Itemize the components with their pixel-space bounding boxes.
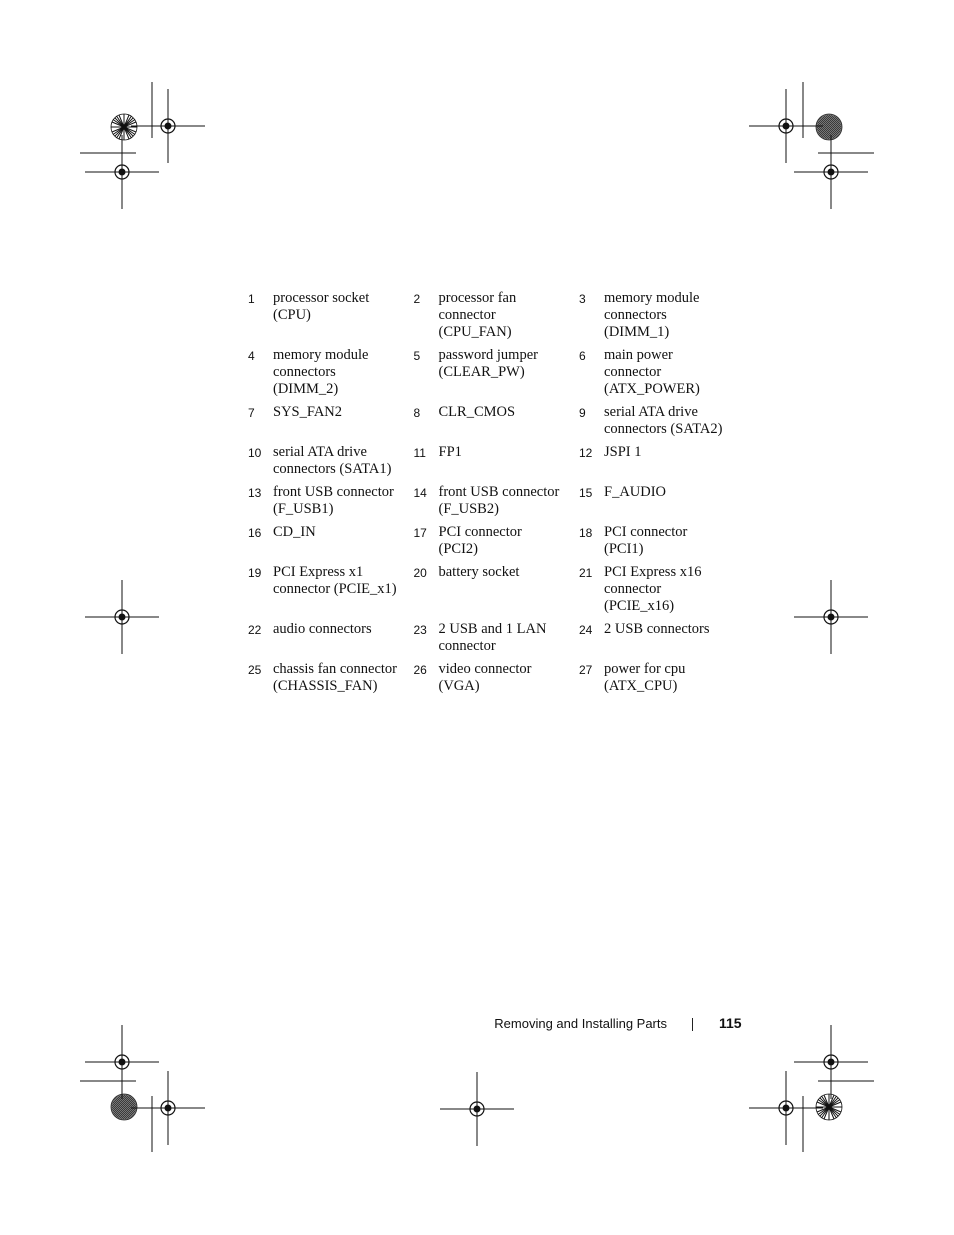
legend-item <box>414 661 580 695</box>
legend-item-label: PCI connector (PCI2) <box>438 524 522 557</box>
legend-item-number: 7 <box>248 406 255 420</box>
legend-item-number: 17 <box>413 526 427 540</box>
legend-row <box>248 564 748 615</box>
component-legend <box>248 290 748 701</box>
legend-row <box>248 290 748 341</box>
legend-item <box>414 347 580 398</box>
legend-item-label: main power connector (ATX_POWER) <box>604 347 700 397</box>
legend-item-label: F_AUDIO <box>604 484 667 500</box>
legend-item-label: processor fan connector (CPU_FAN) <box>438 290 517 340</box>
legend-item-label: battery socket <box>438 564 520 580</box>
legend-item-label: serial ATA drive connectors (SATA2) <box>604 404 723 437</box>
legend-item-label: audio connectors <box>273 621 372 637</box>
legend-item-label: front USB connector (F_USB1) <box>273 484 394 517</box>
legend-item-label: CLR_CMOS <box>438 404 516 420</box>
legend-item <box>414 404 580 438</box>
legend-item <box>579 621 745 655</box>
legend-item-label: memory module connectors (DIMM_2) <box>273 347 369 397</box>
legend-item-label: front USB connector (F_USB2) <box>438 484 560 517</box>
page-number: 115 <box>719 1015 742 1031</box>
legend-item-number: 10 <box>248 446 262 460</box>
legend-item <box>248 347 414 398</box>
legend-row <box>248 524 748 558</box>
legend-item <box>579 661 745 695</box>
legend-item-number: 13 <box>248 486 262 500</box>
legend-item <box>248 444 414 478</box>
legend-item-label: video connector (VGA) <box>438 661 532 694</box>
legend-row <box>248 444 748 478</box>
legend-item <box>579 444 745 478</box>
legend-item-number: 23 <box>413 623 427 637</box>
legend-item-label: SYS_FAN2 <box>273 404 343 420</box>
legend-item <box>579 524 745 558</box>
legend-item-label: FP1 <box>438 444 462 460</box>
legend-item-label: password jumper (CLEAR_PW) <box>438 347 538 380</box>
legend-item-label: memory module connectors (DIMM_1) <box>604 290 700 340</box>
legend-item-label: 2 USB connectors <box>604 621 710 637</box>
legend-item-label: JSPI 1 <box>604 444 642 460</box>
legend-item <box>414 484 580 518</box>
legend-item-number: 2 <box>413 292 421 306</box>
legend-item <box>579 404 745 438</box>
legend-item <box>248 621 414 655</box>
legend-item <box>579 290 745 341</box>
legend-item-number: 14 <box>413 486 427 500</box>
legend-item <box>579 564 745 615</box>
legend-item-label: CD_IN <box>273 524 316 540</box>
legend-item <box>414 524 580 558</box>
legend-item <box>579 484 745 518</box>
legend-item-number: 19 <box>248 566 262 580</box>
legend-item-number: 6 <box>579 349 586 363</box>
legend-item <box>414 290 580 341</box>
legend-item-number: 26 <box>413 663 427 677</box>
legend-item-number: 9 <box>579 406 586 420</box>
footer-section-title: Removing and Installing Parts <box>494 1016 667 1031</box>
legend-row <box>248 404 748 438</box>
legend-item-label: 2 USB and 1 LAN connector <box>438 621 547 654</box>
legend-item-label: PCI Express x1 connector (PCIE_x1) <box>273 564 397 597</box>
legend-item-number: 24 <box>579 623 593 637</box>
legend-item-number: 1 <box>248 292 255 306</box>
legend-item <box>579 347 745 398</box>
legend-row <box>248 621 748 655</box>
legend-item-number: 15 <box>579 486 593 500</box>
legend-item-number: 18 <box>579 526 593 540</box>
legend-item-number: 5 <box>413 349 421 363</box>
legend-item <box>248 661 414 695</box>
legend-item-number: 21 <box>579 566 593 580</box>
legend-item <box>414 444 580 478</box>
legend-item <box>414 564 580 615</box>
legend-item-number: 27 <box>579 663 593 677</box>
legend-item-number: 12 <box>579 446 593 460</box>
legend-item-label: chassis fan connector (CHASSIS_FAN) <box>273 661 398 694</box>
legend-item <box>248 290 414 341</box>
legend-item-number: 4 <box>248 349 255 363</box>
legend-item <box>248 564 414 615</box>
page-footer <box>0 1014 954 1036</box>
legend-row <box>248 661 748 695</box>
legend-item-number: 25 <box>248 663 262 677</box>
legend-item-number: 20 <box>413 566 427 580</box>
legend-item-label: PCI connector (PCI1) <box>604 524 688 557</box>
legend-item-label: power for cpu (ATX_CPU) <box>604 661 686 694</box>
legend-item-number: 22 <box>248 623 262 637</box>
legend-item-number: 11 <box>413 446 426 460</box>
legend-item-number: 3 <box>579 292 586 306</box>
legend-item <box>248 524 414 558</box>
legend-item <box>414 621 580 655</box>
legend-row <box>248 347 748 398</box>
legend-item-number: 8 <box>413 406 421 420</box>
legend-item-label: processor socket (CPU) <box>273 290 370 323</box>
legend-row <box>248 484 748 518</box>
footer-separator <box>692 1018 693 1031</box>
legend-item <box>248 404 414 438</box>
legend-item-number: 16 <box>248 526 262 540</box>
legend-item-label: serial ATA drive connectors (SATA1) <box>273 444 392 477</box>
legend-item <box>248 484 414 518</box>
legend-item-label: PCI Express x16 connector (PCIE_x16) <box>604 564 702 614</box>
